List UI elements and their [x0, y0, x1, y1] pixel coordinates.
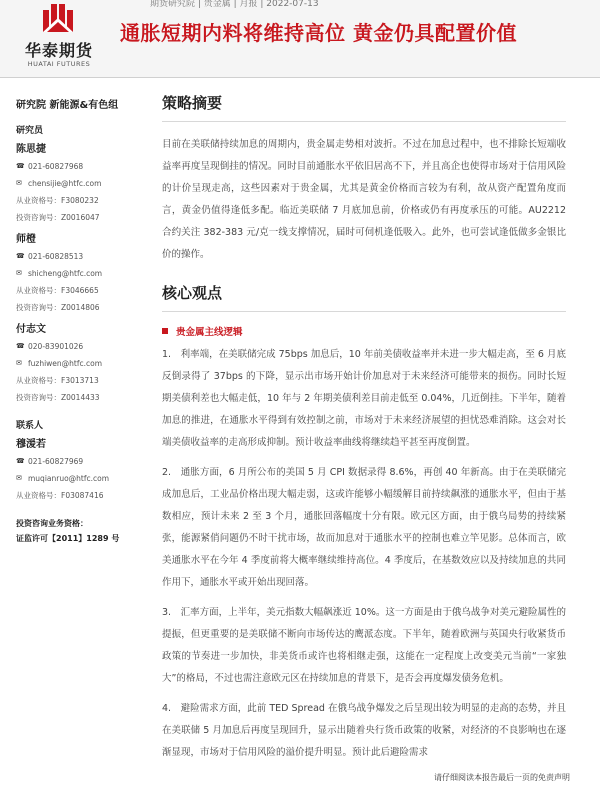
analyst-invest-number: Z0014806 [61, 303, 100, 312]
analyst-email[interactable]: shicheng@htfc.com [28, 269, 103, 278]
point-paragraph: 4. 避险需求方面，此前 TED Spread 在俄乌战争爆发之后呈现出较为明显的走高的态势，并且在美联储 5 月加息后再度呈现回升，显示出随着央行货币政策的收紧，对经济的不良影响也在逐渐显现，市场对于信用风险的溢价提升明显。预计此后避险需求 [162, 703, 566, 758]
contact-label: 联系人 [16, 421, 44, 431]
invest-label: 投资咨询号： [16, 213, 61, 222]
contact-qual-number: F03087416 [61, 491, 104, 500]
qualification-title: 投资咨询业务资格： [16, 519, 88, 528]
email-icon: ✉ [16, 474, 22, 482]
red-square-bullet-icon [162, 328, 168, 334]
email-icon: ✉ [16, 359, 22, 367]
phone-icon: ☎ [16, 252, 25, 260]
department-label: 研究院 新能源&有色组 [16, 100, 119, 111]
phone-icon: ☎ [16, 162, 25, 170]
analyst-qual-number: F3080232 [61, 196, 99, 205]
analyst-name: 付志文 [16, 324, 46, 335]
researchers-label: 研究员 [16, 126, 44, 136]
analyst-invest-number: Z0014433 [61, 393, 100, 402]
analyst-sidebar [16, 92, 140, 544]
analyst-card [16, 322, 140, 406]
invest-label: 投资咨询号： [16, 303, 61, 312]
analyst-phone: 020-83901026 [28, 342, 84, 351]
email-icon: ✉ [16, 269, 22, 277]
contact-phone: 021-60827969 [28, 457, 84, 466]
analyst-name: 陈思捷 [16, 144, 46, 155]
subheading-text: 贵金属主线逻辑 [176, 327, 243, 338]
header-top-partial: 期货研究院 | 贵金属 | 月报 | 2022-07-13 [150, 0, 319, 9]
invest-label: 投资咨询号： [16, 393, 61, 402]
point-paragraph: 3. 汇率方面，上半年，美元指数大幅飙涨近 10%。这一方面是由于俄乌战争对美元避险属性的提振，但更重要的是美联储不断向市场传达的鹰派态度。下半年，随着欧洲与英国央行收紧货币政策的节奏进一步加快，非美货币或许也将相继走强，这能在一定程度上改变美元当前“一家独大”的格局，不过也需注意欧元区在持续加息的背景下，是否会再度爆发债务危机。 [162, 607, 566, 684]
analyst-name: 师橙 [16, 234, 36, 245]
phone-icon: ☎ [16, 457, 25, 465]
disclaimer-note: 请仔细阅读本报告最后一页的免责声明 [434, 773, 570, 782]
analyst-phone: 021-60827968 [28, 162, 84, 171]
analyst-card [16, 142, 140, 226]
qual-label: 从业资格号： [16, 376, 61, 385]
huatai-logo [16, 4, 102, 74]
point-paragraph: 1. 利率端，在美联储完成 75bps 加息后，10 年前美债收益率并未进一步大幅走高，至 6 月底反倒录得了 37bps 的下降，显示出市场开始计价加息对于未来经济可能带来的损伤。同时长短期美债利差也大幅走低，10 年与 2 年期美债利差目前走低至 0.04%，几近倒挂。下半年，随着加息的推进，在通胀水平得到有效控制之前，市场对于未来经济展望的担忧恐难消除。这会对长端美债收益率的走高形成抑制。预计收益率曲线将继续趋平甚至再度倒置。 [162, 349, 566, 448]
contact-name: 穆湲若 [16, 439, 46, 450]
report-title: 通胀短期内料将维持高位 黄金仍具配置价值 [120, 21, 517, 45]
report-content [162, 92, 566, 772]
qualification-value: 证监许可【2011】1289 号 [16, 534, 120, 543]
strategy-paragraph: 目前在美联储持续加息的周期内，贵金属走势相对波折。不过在加息过程中，也不排除长短端收益率再度呈现倒挂的情况。同时目前通胀水平依旧居高不下，并且高企也使得市场对于信用风险的计价呈现走高，这些因素对于贵金属，尤其是黄金价格而言较为有利，故从资产配置角度而言，黄金仍值得逢低多配。临近美联储 7 月底加息前，价格或仍有再度承压的可能。AU2212 合约关注 382-383 元/克一线支撑情况，届时可伺机逢低吸入。此外，也可尝试逢低做多金银比价的操作。 [162, 139, 566, 260]
subheading [162, 324, 566, 338]
core-view-heading: 核心观点 [162, 282, 566, 312]
email-icon: ✉ [16, 179, 22, 187]
contact-card [16, 437, 140, 504]
report-header [0, 0, 600, 78]
analyst-email[interactable]: fuzhiwen@htfc.com [28, 359, 103, 368]
point-paragraph: 2. 通胀方面，6 月所公布的美国 5 月 CPI 数据录得 8.6%，再创 40 年新高。由于在美联储完成加息后，工业品价格出现大幅走弱，这或许能够小幅缓解目前持续飙涨的通胀水平，但由于基数相应，预计未来 2 至 3 个月，通胀回落幅度十分有限。欧元区方面，由于俄乌局势的持续紧张，能源紧俏问题仍不时干扰市场，故而加息对于通胀水平的控制也难立竿见影。总体而言，欧美通胀水平在今年 4 季度前将大概率继续维持高位。4 季度后，在基数效应以及持续加息的共同作用下，通胀水平或开始出现回落。 [162, 467, 566, 588]
analyst-email[interactable]: chensijie@htfc.com [28, 179, 102, 188]
analyst-card [16, 232, 140, 316]
qual-label: 从业资格号： [16, 491, 61, 500]
qual-label: 从业资格号： [16, 286, 61, 295]
analyst-qual-number: F3046665 [61, 286, 99, 295]
strategy-heading: 策略摘要 [162, 92, 566, 122]
logo-chinese-name: 华泰期货 [24, 41, 93, 60]
logo-english-name: HUATAI FUTURES [27, 60, 91, 68]
phone-icon: ☎ [16, 342, 25, 350]
contact-email[interactable]: muqianruo@htfc.com [28, 474, 110, 483]
huatai-logo-mark-icon [43, 4, 73, 34]
analyst-phone: 021-60828513 [28, 252, 84, 261]
analyst-qual-number: F3013713 [61, 376, 99, 385]
qual-label: 从业资格号： [16, 196, 61, 205]
analyst-invest-number: Z0016047 [61, 213, 100, 222]
